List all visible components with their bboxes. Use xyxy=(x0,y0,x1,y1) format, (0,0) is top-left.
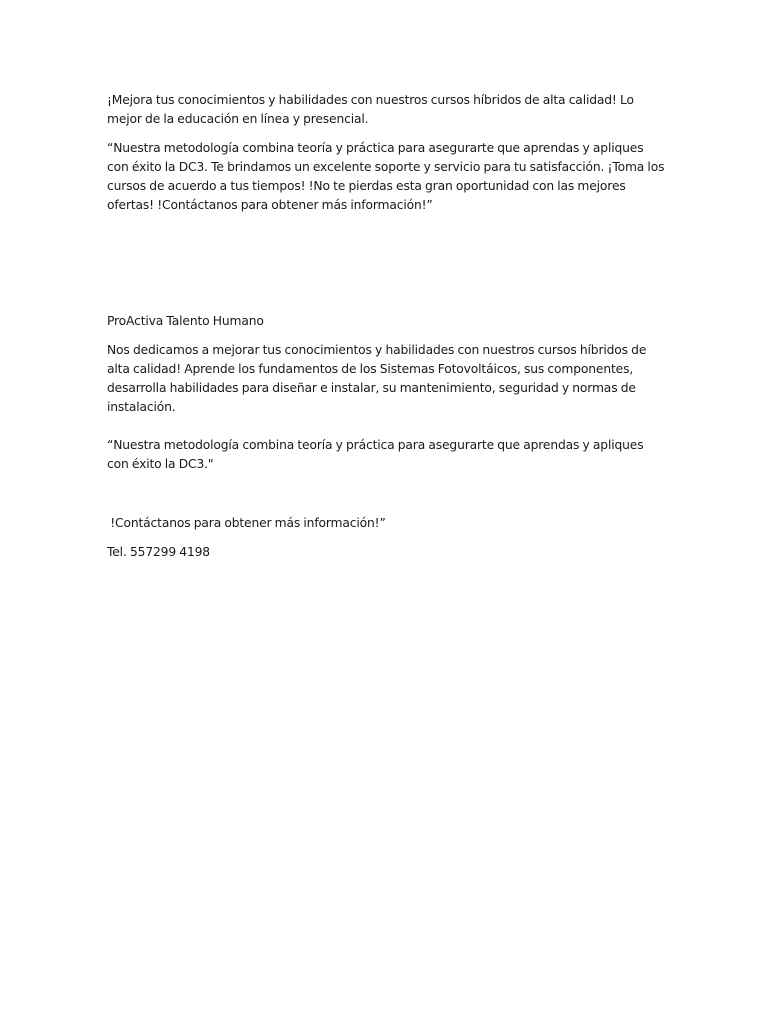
methodology-quote-paragraph: “Nuestra metodología combina teoría y práctica para asegurarte que aprendas y apliques con éxito la DC3. Te brindamos un excelente soporte y servicio para tu satisfacción. ¡Toma los cursos de acuerdo a tus tiempos! !No te pierdas esta gran oportunidad con las mejores ofertas! !Contáctanos para obtener más información!” xyxy=(107,141,665,212)
methodology-short-quote: “Nuestra metodología combina teoría y práctica para asegurarte que aprendas y apliques con éxito la DC3." xyxy=(107,438,644,471)
contact-call-to-action: !Contáctanos para obtener más información!” xyxy=(107,516,386,530)
company-name: ProActiva Talento Humano xyxy=(107,314,264,328)
intro-paragraph: ¡Mejora tus conocimientos y habilidades con nuestros cursos híbridos de alta calidad! Lo mejor de la educación en línea y presencial. xyxy=(107,93,634,126)
phone-number: Tel. 557299 4198 xyxy=(107,545,210,559)
description-paragraph: Nos dedicamos a mejorar tus conocimientos y habilidades con nuestros cursos híbridos de alta calidad! Aprende los fundamentos de los Sistemas Fotovoltáicos, sus componentes, desarrolla habilidades para diseñar e instalar, su mantenimiento, seguridad y normas de instalación. xyxy=(107,343,647,414)
